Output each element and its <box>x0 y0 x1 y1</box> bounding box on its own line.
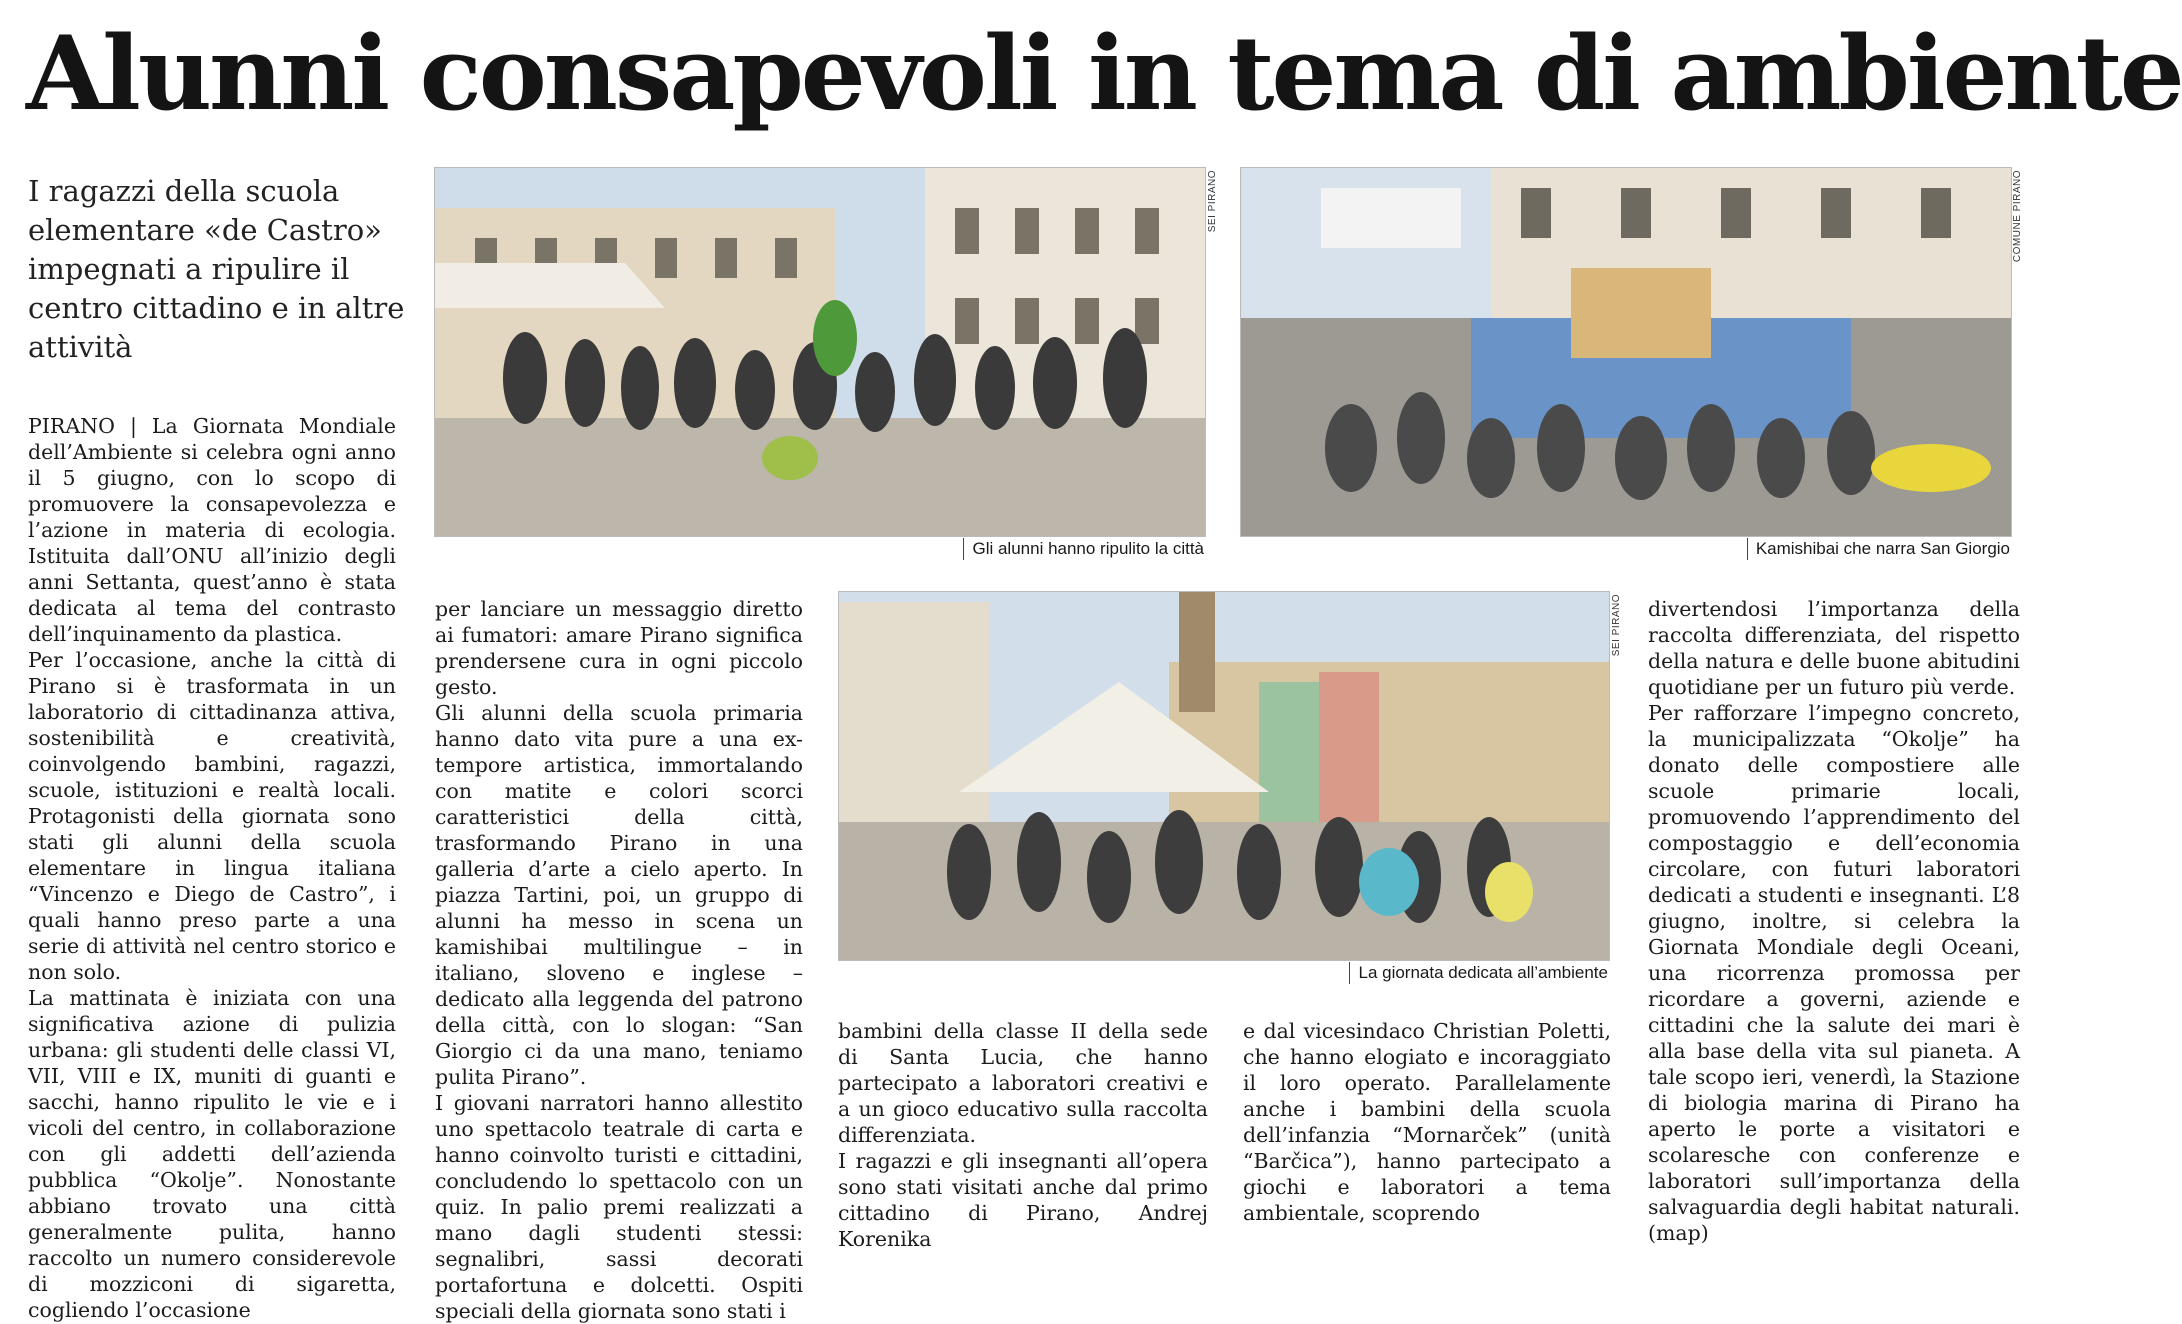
article-column-1 <box>28 413 396 1322</box>
paragraph: La mattinata è iniziata con una significativa azione di pulizia urbana: gli studenti delle classi VI, VII, VIII e IX, muniti di guanti e sacchi, hanno ripulito le vie e i vicoli del centro, in collaborazione con gli addetti dell’azienda pubblica “Okolje”. Nonostante abbiano trovato una città generalmente pulita, hanno raccolto un numero considerevole di mozziconi di sigaretta, cogliendo l’occasione <box>28 986 396 1322</box>
photo-credit: COMUNE PIRANO <box>2012 170 2023 263</box>
photo-credit: SEI PIRANO <box>1611 594 1622 657</box>
paragraph: divertendosi l’importanza della raccolta differenziata, del rispetto della natura e delle buone abitudini quotidiane per un futuro più verde. <box>1648 597 2020 699</box>
photo-scene <box>435 168 1205 536</box>
paragraph: per lanciare un messaggio diretto ai fumatori: amare Pirano significa prendersene cura in ogni piccolo gesto. <box>435 597 803 699</box>
photo-caption: La giornata dedicata all’ambiente <box>1349 962 1608 984</box>
paragraph: PIRANO | La Giornata Mondiale dell’Ambiente si celebra ogni anno il 5 giugno, con lo scopo di promuovere la consapevolezza e l’azione in materia di ecologia. Istituita dall’ONU all’inizio degli anni Settanta, quest’anno è stata dedicata al tema del contrasto dell’inquinamento da plastica. <box>28 414 396 646</box>
paragraph: e dal vicesindaco Christian Poletti, che hanno elogiato e incoraggiato il loro operato. Parallelamente anche i bambini della scuola dell’infanzia “Mornarček” (unità “Barčica”), hanno partecipato a giochi e laboratori a tema ambientale, scoprendo <box>1243 1019 1611 1225</box>
photo-students-cleanup <box>434 167 1206 537</box>
article-column-4 <box>1243 1018 1611 1225</box>
article-column-2 <box>435 596 803 1323</box>
photo-credit: SEI PIRANO <box>1207 170 1218 233</box>
paragraph: Per l’occasione, anche la città di Pirano si è trasformata in un laboratorio di cittadinanza attiva, sostenibilità e creatività, coinvolgendo bambini, ragazzi, scuole, istituzioni e realtà locali. Protagonisti della giornata sono stati gli alunni della scuola elementare in lingua italiana “Vincenzo e Diego de Castro”, i quali hanno preso parte a una serie di attività nel centro storico e non solo. <box>28 648 396 984</box>
headline: Alunni consapevoli in tema di ambiente <box>26 14 2182 134</box>
article-column-5 <box>1648 596 2020 1245</box>
photo-scene <box>1241 168 2011 536</box>
article-column-3 <box>838 1018 1208 1251</box>
paragraph: Gli alunni della scuola primaria hanno dato vita pure a una ex-tempore artistica, immortalando con matite e colori scorci caratteristici della città, trasformando Pirano in una galleria d’arte a cielo aperto. In piazza Tartini, poi, un gruppo di alunni ha messo in scena un kamishibai multilingue – in italiano, sloveno e inglese – dedicato alla leggenda del patrono della città, con lo slogan: “San Giorgio ci da una mano, teniamo pulita Pirano”. <box>435 701 803 1089</box>
photo-caption: Gli alunni hanno ripulito la città <box>963 538 1204 560</box>
photo-scene <box>839 592 1609 960</box>
paragraph: Per rafforzare l’impegno concreto, la municipalizzata “Okolje” ha donato delle compostiere alle scuole primarie locali, promuovendo l’apprendimento del compostaggio e dell’economia circolare, con futuri laboratori dedicati a studenti e insegnanti. L’8 giugno, inoltre, si celebra la Giornata Mondiale degli Oceani, una ricorrenza promossa per ricordare a governi, aziende e cittadini che la salute dei mari è alla base della vita sul pianeta. A tale scopo ieri, venerdì, la Stazione di biologia marina di Pirano ha aperto le porte a visitatori e scolaresche con conferenze e laboratori sull’importanza della salvaguardia degli habitat naturali. (map) <box>1648 701 2020 1245</box>
paragraph: I ragazzi e gli insegnanti all’opera sono stati visitati anche dal primo cittadino di Pirano, Andrej Korenika <box>838 1149 1208 1251</box>
subheadline: I ragazzi della scuola elementare «de Castro» impegnati a ripulire il centro cittadino e in altre attività <box>28 174 405 364</box>
photo-caption: Kamishibai che narra San Giorgio <box>1747 538 2010 560</box>
paragraph: bambini della classe II della sede di Santa Lucia, che hanno partecipato a laboratori creativi e a un gioco educativo sulla raccolta differenziata. <box>838 1019 1208 1147</box>
paragraph: I giovani narratori hanno allestito uno spettacolo teatrale di carta e hanno coinvolto turisti e cittadini, concludendo lo spettacolo con un quiz. In palio premi realizzati a mano dagli studenti stessi: segnalibri, sassi decorati portafortuna e dolcetti. Ospiti speciali della giornata sono stati i <box>435 1091 803 1323</box>
photo-kamishibai <box>1240 167 2012 537</box>
photo-environment-day <box>838 591 1610 961</box>
